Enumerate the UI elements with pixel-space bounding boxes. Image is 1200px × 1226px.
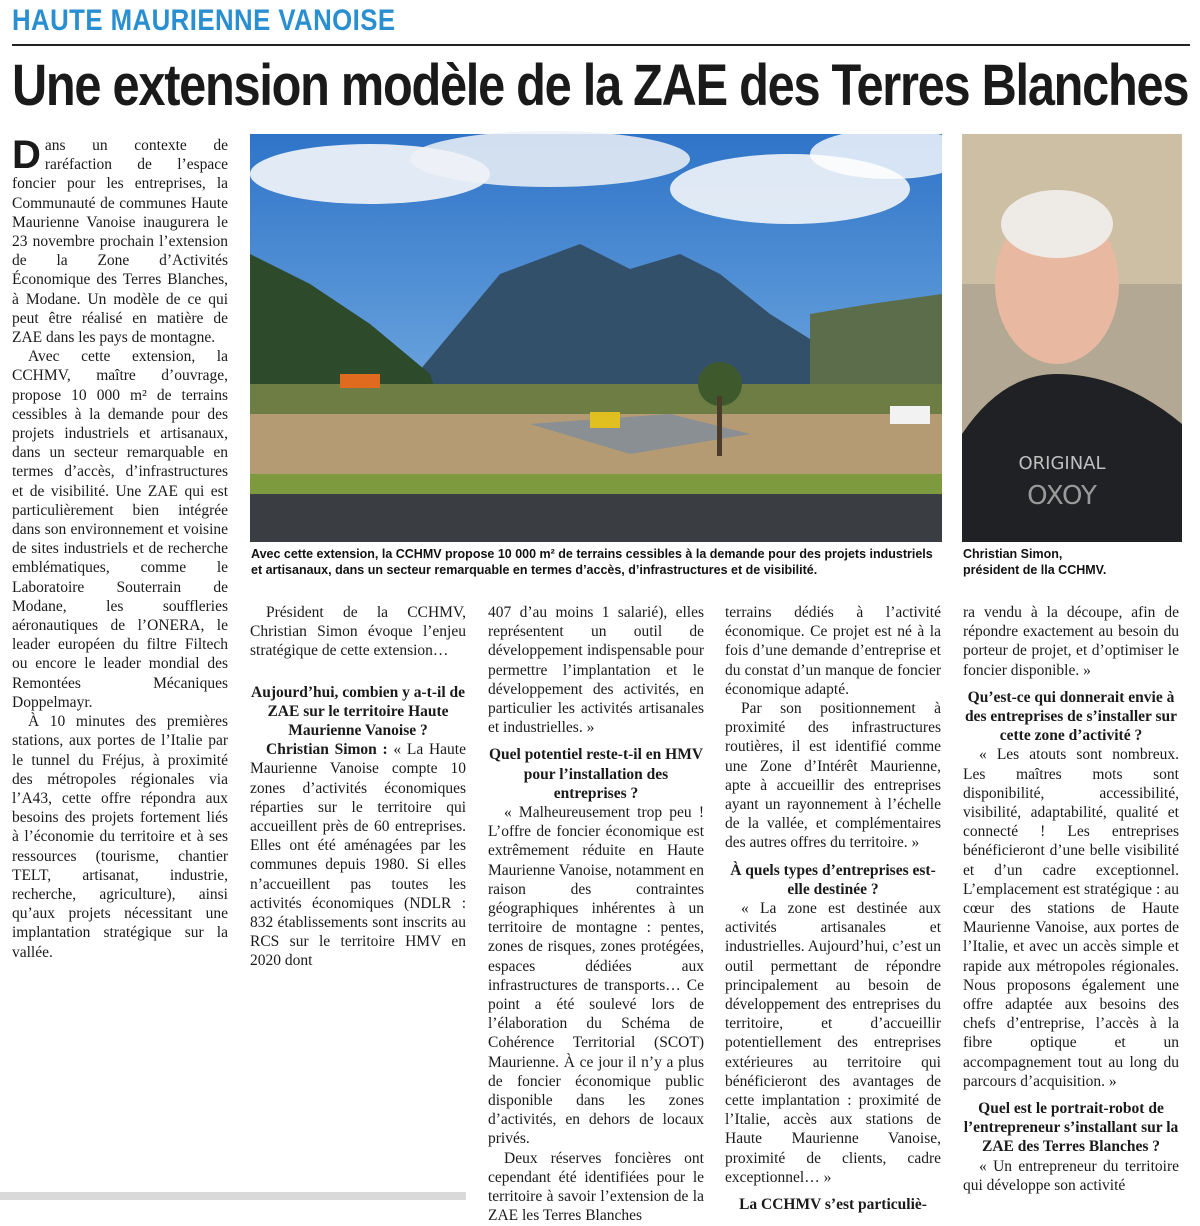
paragraph: Président de la CCHMV, Christian Simon évoque l’enjeu stratégique de cette extension… bbox=[250, 604, 466, 660]
kicker-rule bbox=[12, 44, 1190, 46]
intro-text: ans un contexte de raréfaction de l’espace foncier pour les entreprises, la Communauté de communes Haute Maurienne Vanoise inaugurera le 23 novembre prochain l’extension de la Zone d’Activités Économique des Terres Blanches, à Modane. Un modèle de ce qui peut être réalisé en matière de ZAE dans les pays de montagne. bbox=[12, 137, 228, 347]
portrait-caption-name: Christian Simon, bbox=[963, 547, 1063, 561]
landscape-photo bbox=[250, 134, 942, 542]
paragraph: ra vendu à la découpe, afin de répondre exactement au besoin du porteur de projet, et d’optimiser le foncier disponible. » bbox=[963, 604, 1179, 679]
paragraph: À 10 minutes des premières stations, aux portes de l’Italie par le tunnel du Fréjus, à proximité des métropoles régionales via l’A43, cette offre répondra aux besoins des projets fortement liés à l’économie du territoire et à ses ressources (tourisme, chantier TELT, artisanat, industrie, recherche, agriculture), ainsi qu’aux projets nécessitant une implantation stratégique sur la vallée. bbox=[12, 713, 228, 961]
drop-cap: D bbox=[12, 133, 41, 177]
column-2 bbox=[250, 603, 466, 971]
column-1 bbox=[12, 133, 228, 962]
portrait-illustration bbox=[962, 134, 1182, 542]
column-4 bbox=[725, 603, 941, 1214]
article-headline: Une extension modèle de la ZAE des Terres Blanches bbox=[12, 53, 1189, 118]
paragraph: « Un entrepreneur du territoire qui développe son activité bbox=[963, 1157, 1179, 1194]
section-kicker: HAUTE MAURIENNE VANOISE bbox=[12, 4, 396, 37]
question-heading: La CCHMV s’est particuliè- bbox=[739, 1196, 927, 1214]
paragraph: « La zone est destinée aux activités artisanales et industrielles. Aujourd’hui, c’est un outil permettant de répondre principalement au besoin de développement des entreprises du territoire, et d’accueillir potentiellement des entreprises extérieures au territoire qui bénéficieront des avantages de cette implantation : proximité de l’Italie, accès aux stations de Haute Maurienne Vanoise, proximité de clients, cadre exceptionnel… » bbox=[725, 900, 941, 1186]
question-heading: Aujourd’hui, combien y a-t-il de ZAE sur le territoire Haute Maurienne Vanoise ? bbox=[251, 683, 465, 740]
paragraph: Avec cette extension, la CCHMV, maître d’ouvrage, propose 10 000 m² de terrains cessibles à la demande pour des projets industriels et artisanaux, dans un secteur remarquable en termes d’accès, d’infrastructures et de visibilité. Une ZAE qui est particulièrement bien intégrée dans son environnement et voisine de sites industriels et de recherche emblématiques, comme le Laboratoire Souterrain de Modane, les souffleries aéronautiques de l’ONERA, le leader européen du filtre Filtech ou encore le leader mondial des Remontées Mécaniques Doppelmayr. bbox=[12, 348, 228, 711]
paragraph: terrains dédiés à l’activité économique. Ce projet est né à la fois d’une demande d’entreprise et du constat d’un manque de foncier économique adapté. bbox=[725, 604, 941, 698]
paragraph: « Les atouts sont nombreux. Les maîtres mots sont disponibilité, accessibilité, visibilité, adaptabilité, qualité et connecté ! Les entreprises bénéficieront d’une belle visibilité et d’un cadre exceptionnel. L’emplacement est stratégique : au cœur des stations de Haute Maurienne Vanoise, aux portes de l’Italie, et avec un accès simple et rapide aux métropoles régionales. Nous proposons également une offre adaptée aux besoins des chefs d’entreprise, l’accès à la fibre optique et un accompagnement tout au long du parcours d’acquisition. » bbox=[963, 746, 1179, 1090]
footer-bar bbox=[0, 1192, 466, 1200]
paragraph: « Malheureusement trop peu ! L’offre de foncier économique est extrêmement réduite en Haute Maurienne Vanoise, notamment en raison des contraintes géographiques inhérentes à un territoire de montagne : pentes, zones de risques, zones protégées, espaces dédiées aux infrastructures de transports… Ce point a été soulevé lors de l’élaboration du Schéma de Cohérence Territorial (SCOT) Maurienne. À ce jour il n’y a plus de foncier économique public disponible dans les zones d’activités, en dehors de locaux privés. bbox=[488, 804, 704, 1148]
svg-text:OXOY: OXOY bbox=[1027, 481, 1097, 511]
paragraph: 407 d’au moins 1 salarié), elles représentent un outil de développement indispensable pour permettre l’implantation et le développement des activités, en particulier les activités artisanales et industrielles. » bbox=[488, 604, 704, 737]
speaker-name: Christian Simon : bbox=[266, 741, 388, 759]
question-heading: À quels types d’entreprises est-elle destinée ? bbox=[730, 861, 936, 898]
portrait-photo bbox=[962, 134, 1182, 542]
answer-text: « La Haute Maurienne Vanoise compte 10 zones d’activités économiques réparties sur le territoire qui accueillent près de 60 entreprises. Elles ont été aménagées par les communes depuis 1980. Si elles n’accueillent pas toutes les activités économiques (NDLR : 832 établissements sont inscrits au RCS sur le territoire HMV en 2020 dont bbox=[250, 741, 466, 970]
question-heading: Qu’est-ce qui donnerait envie à des entreprises de s’installer sur cette zone d’activité ? bbox=[964, 688, 1178, 745]
landscape-illustration bbox=[250, 134, 942, 542]
svg-text:ORIGINAL: ORIGINAL bbox=[1018, 453, 1106, 474]
paragraph: Deux réserves foncières ont cependant été identifiées pour le territoire à savoir l’extension de la ZAE les Terres Blanches bbox=[488, 1149, 704, 1225]
question-heading: Quel potentiel reste-t-il en HMV pour l’installation des entreprises ? bbox=[488, 746, 704, 802]
question-heading: Quel est le portrait-robot de l’entrepreneur s’installant sur la ZAE des Terres Blanches ? bbox=[963, 1100, 1179, 1156]
column-3 bbox=[488, 603, 704, 1225]
portrait-caption-title: président de lla CCHMV. bbox=[963, 563, 1107, 577]
paragraph: Par son positionnement à proximité des infrastructures routières, il est identifié comme une Zone d’Intérêt Maurienne, apte à accueillir des entreprises ayant un rayonnement à l’échelle de la vallée, et complémentaires des autres offres du territoire. » bbox=[725, 700, 941, 852]
landscape-caption: Avec cette extension, la CCHMV propose 10 000 m² de terrains cessibles à la demande pour des projets industriels et artisanaux, dans un secteur remarquable en termes d’accès, d’infrastructures et de visibilité. bbox=[251, 547, 933, 577]
intro-paragraph bbox=[12, 133, 228, 347]
column-5 bbox=[963, 603, 1179, 1195]
